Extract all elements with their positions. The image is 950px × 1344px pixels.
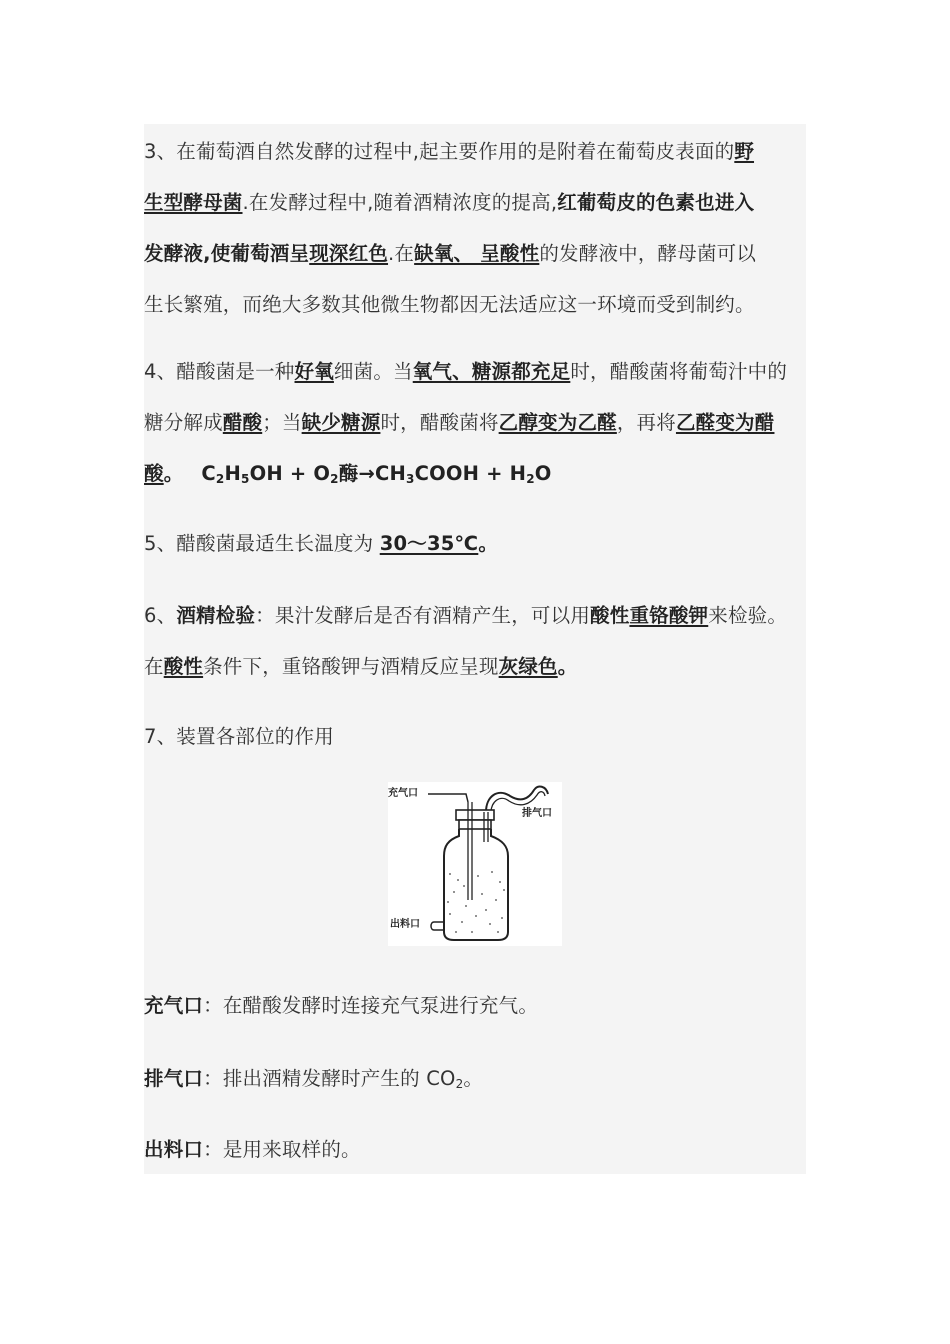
chemical-equation: $C_2H_5OH + O_2$酶$\to CH_3COOH + H_2O$	[201, 462, 552, 486]
paragraph-3-line-3: 发酵液,使葡萄酒呈现深红色.在缺氧、 呈酸性的发酵液中，酵母菌可以	[144, 242, 757, 265]
outlet-label: 出料口	[390, 919, 420, 930]
definition-outlet: 出料口：是用来取样的。	[144, 1138, 361, 1161]
paragraph-6-line-2: 在酸性条件下，重铬酸钾与酒精反应呈现灰绿色。	[144, 655, 578, 678]
exhaust-label: 排气口	[522, 808, 552, 819]
bottle-diagram	[388, 782, 562, 946]
fermentation-apparatus-figure	[388, 782, 562, 946]
paragraph-4	[144, 346, 810, 499]
paragraph-4-line-1: 4、醋酸菌是一种好氧细菌。当氧气、糖源都充足时，醋酸菌将葡萄汁中的	[144, 360, 788, 383]
paragraph-3-line-2: 生型酵母菌.在发酵过程中,随着酒精浓度的提高,红葡萄皮的色素也进入	[144, 191, 755, 214]
paragraph-7-heading: 7、装置各部位的作用	[144, 725, 334, 748]
inlet-label: 充气口	[388, 788, 418, 799]
paragraph-5: 5、醋酸菌最适生长温度为 30～35℃。	[144, 532, 499, 555]
paragraph-3-line-1: 3、在葡萄酒自然发酵的过程中,起主要作用的是附着在葡萄皮表面的野	[144, 140, 755, 163]
paragraph-3	[144, 126, 810, 330]
paragraph-6	[144, 590, 810, 692]
paragraph-3-line-4: 生长繁殖，而绝大多数其他微生物都因无法适应这一环境而受到制约。	[144, 293, 755, 316]
paragraph-6-line-1: 6、酒精检验：果汁发酵后是否有酒精产生，可以用酸性重铬酸钾来检验。	[144, 604, 788, 627]
paragraph-4-line-3: 酸。 $C_2H_5OH + O_2$酶$\to CH_3COOH + H_2O$	[144, 462, 552, 486]
paragraph-4-line-2: 糖分解成醋酸；当缺少糖源时，醋酸菌将乙醇变为乙醛，再将乙醛变为醋	[144, 411, 775, 434]
definition-exhaust: 排气口：排出酒精发酵时产生的 $CO_2$。	[144, 1067, 484, 1091]
definition-inlet: 充气口：在醋酸发酵时连接充气泵进行充气。	[144, 994, 539, 1017]
